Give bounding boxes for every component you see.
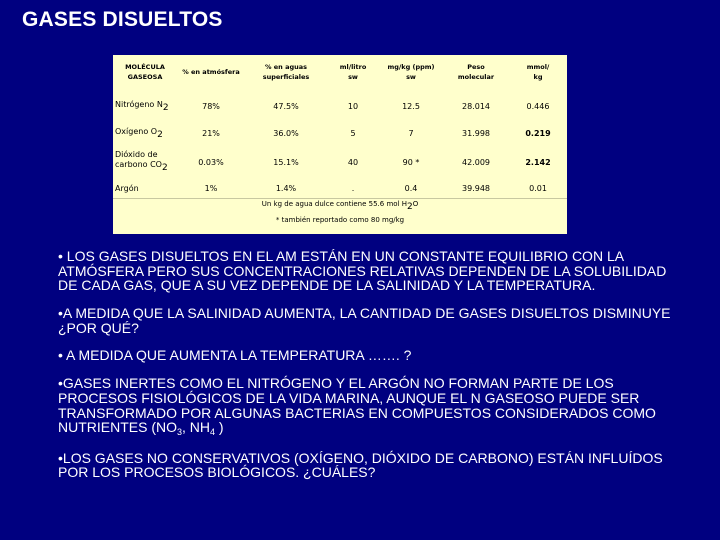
header-surface: % en aguas superficiales <box>262 63 310 81</box>
page-title: GASES DISUELTOS <box>22 8 223 31</box>
bullet-temperature: • A MEDIDA QUE AUMENTA LA TEMPERATURA ……. ? <box>58 347 412 364</box>
header-mmol-kg: mmol/ kg <box>526 63 550 81</box>
cell-mgkg: 90 * <box>402 157 420 167</box>
bullet-non-conservative: •LOS GASES NO CONSERVATIVOS (OXÍGENO, DIÓXIDO DE CARBONO) ESTÁN INFLUÍDOS POR LOS PROCESOS BIOLÓGICOS. ¿CUÁLES? <box>58 449 663 481</box>
cell-name: Oxígeno $O_2$ <box>115 126 163 140</box>
header-molecule: MOLÉCULA GASEOSA <box>125 63 165 81</box>
cell-atm: 0.03% <box>198 157 224 167</box>
table-note-co2: * también reportado como 80 mg/kg <box>275 215 405 224</box>
cell-atm: 78% <box>202 101 220 111</box>
bullet-list <box>58 249 678 493</box>
cell-mw: 39.948 <box>462 184 490 193</box>
header-mg-kg: mg/kg (ppm) sw <box>387 63 435 81</box>
cell-surface: 36.0% <box>273 128 299 138</box>
bullet-salinity: •A MEDIDA QUE LA SALINIDAD AUMENTA, LA CANTIDAD DE GASES DISUELTOS DISMINUYE ¿POR QUÉ? <box>58 305 671 336</box>
cell-surface: 47.5% <box>273 101 299 111</box>
header-atmosphere: % en atmósfera <box>182 68 240 77</box>
cell-atm: 21% <box>202 128 220 138</box>
cell-surface: 1.4% <box>275 184 297 193</box>
cell-atm: 1% <box>204 184 218 193</box>
table-note-water: Un kg de agua dulce contiene 55.6 mol $H_2O$ <box>261 200 419 212</box>
cell-mmol: 0.446 <box>526 101 550 111</box>
cell-mmol: 0.01 <box>529 184 547 193</box>
cell-mgkg: 12.5 <box>402 101 420 111</box>
cell-name: Dióxido de carbono $CO_2$ <box>115 149 168 174</box>
cell-mgkg: 7 <box>408 128 414 138</box>
cell-name: Argón <box>115 184 139 193</box>
bullet-equilibrium: • LOS GASES DISUELTOS EN EL AM ESTÁN EN UN CONSTANTE EQUILIBRIO CON LA ATMÓSFERA PERO SUS CONCENTRACIONES RELATIVAS DEPENDEN DE LA SOLUBILIDAD DE CADA GAS, QUE A SU VEZ DEPENDE DE LA SALINIDAD Y LA TEMPERATURA. <box>58 248 667 294</box>
table-notes <box>113 198 567 234</box>
bullet-inert-gases: •GASES INERTES COMO EL NITRÓGENO Y EL ARGÓN NO FORMAN PARTE DE LOS PROCESOS FISIOLÓGICOS DE LA VIDA MARINA, AUNQUE EL N GASEOSO PUEDE SER TRANSFORMADO POR ALGUNAS BACTERIAS EN COMPUESTOS CONSIDERADOS COMO NUTRIENTES ($NO_3$, $NH_4$ ) <box>58 375 656 438</box>
cell-mw: 42.009 <box>462 157 490 167</box>
table-row <box>113 121 567 145</box>
cell-mw: 31.998 <box>462 128 490 138</box>
table-row <box>113 179 567 198</box>
cell-mmol: 0.219 <box>525 128 551 138</box>
gases-table <box>113 55 567 234</box>
cell-ml: 40 <box>347 157 359 167</box>
cell-ml: . <box>351 184 355 193</box>
cell-mgkg: 0.4 <box>404 184 418 193</box>
header-ml-litro: ml/litro sw <box>339 63 367 81</box>
header-molecular-weight: Peso molecular <box>457 63 495 81</box>
table-row <box>113 91 567 121</box>
cell-ml: 5 <box>350 128 356 138</box>
table-header-row <box>113 55 567 91</box>
table-row <box>113 145 567 179</box>
cell-ml: 10 <box>347 101 359 111</box>
cell-mw: 28.014 <box>462 101 490 111</box>
cell-mmol: 2.142 <box>525 157 551 167</box>
cell-surface: 15.1% <box>273 157 299 167</box>
cell-name: Nitrógeno $N_2$ <box>115 99 169 113</box>
